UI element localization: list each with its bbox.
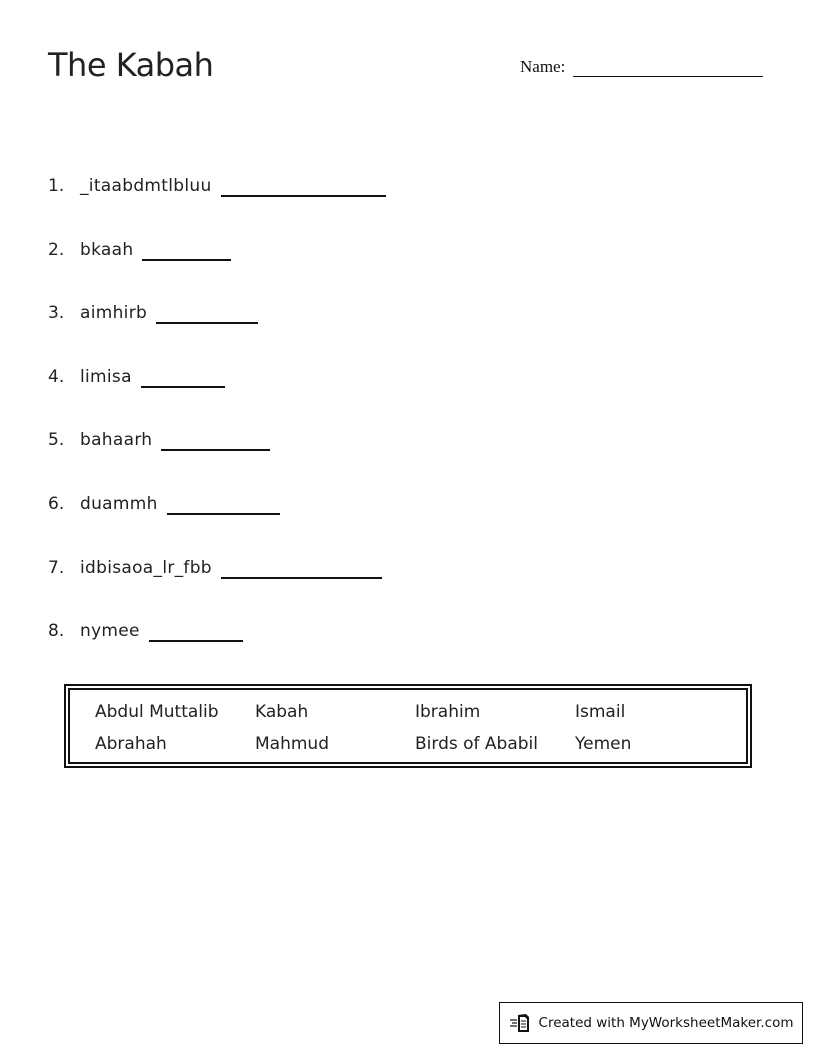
word-bank-item: Kabah xyxy=(255,702,309,722)
question-item xyxy=(48,621,648,685)
word-bank-item: Yemen xyxy=(575,734,632,754)
question-list xyxy=(48,176,648,685)
question-number: 8. xyxy=(48,621,65,642)
word-bank-item: Abrahah xyxy=(95,734,167,754)
word-bank-item: Birds of Ababil xyxy=(415,734,538,754)
question-number: 6. xyxy=(48,493,65,514)
question-number: 4. xyxy=(48,366,65,387)
question-item xyxy=(48,558,648,622)
scrambled-word: _itaabdmtlbluu xyxy=(80,176,212,196)
question-item xyxy=(48,367,648,431)
answer-line xyxy=(149,628,243,642)
name-label: Name: xyxy=(520,57,566,76)
footer-credit[interactable] xyxy=(499,1002,803,1044)
name-field xyxy=(520,54,763,77)
word-bank-item: Ismail xyxy=(575,702,626,722)
question-item xyxy=(48,494,648,558)
answer-line xyxy=(142,247,231,261)
footer-text: Created with MyWorksheetMaker.com xyxy=(538,1015,794,1031)
question-number: 1. xyxy=(48,176,65,196)
scrambled-word: nymee xyxy=(80,621,140,642)
scrambled-word: bkaah xyxy=(80,239,134,260)
word-bank-item: Mahmud xyxy=(255,734,329,754)
question-item xyxy=(48,430,648,494)
question-item xyxy=(48,240,648,304)
answer-line xyxy=(156,310,258,324)
answer-line xyxy=(161,437,270,451)
question-item xyxy=(48,303,648,367)
question-number: 3. xyxy=(48,303,65,324)
answer-line xyxy=(167,501,280,515)
answer-line xyxy=(221,565,382,579)
word-bank-grid xyxy=(95,702,735,754)
word-bank-item: Abdul Muttalib xyxy=(95,702,219,722)
question-number: 5. xyxy=(48,430,65,451)
word-bank-inner-border xyxy=(68,688,748,764)
scrambled-word: aimhirb xyxy=(80,303,148,324)
word-bank xyxy=(64,684,752,768)
worksheet-maker-logo-icon xyxy=(509,1012,533,1034)
scrambled-word: bahaarh xyxy=(80,430,153,451)
worksheet-title: The Kabah xyxy=(48,46,214,84)
question-number: 7. xyxy=(48,557,65,578)
question-item xyxy=(48,176,648,240)
question-number: 2. xyxy=(48,239,65,260)
scrambled-word: idbisaoa_lr_fbb xyxy=(80,557,212,578)
answer-line xyxy=(221,183,386,197)
scrambled-word: limisa xyxy=(80,366,132,387)
name-blank-line xyxy=(573,54,763,77)
answer-line xyxy=(141,374,225,388)
scrambled-word: duammh xyxy=(80,493,158,514)
word-bank-item: Ibrahim xyxy=(415,702,481,722)
